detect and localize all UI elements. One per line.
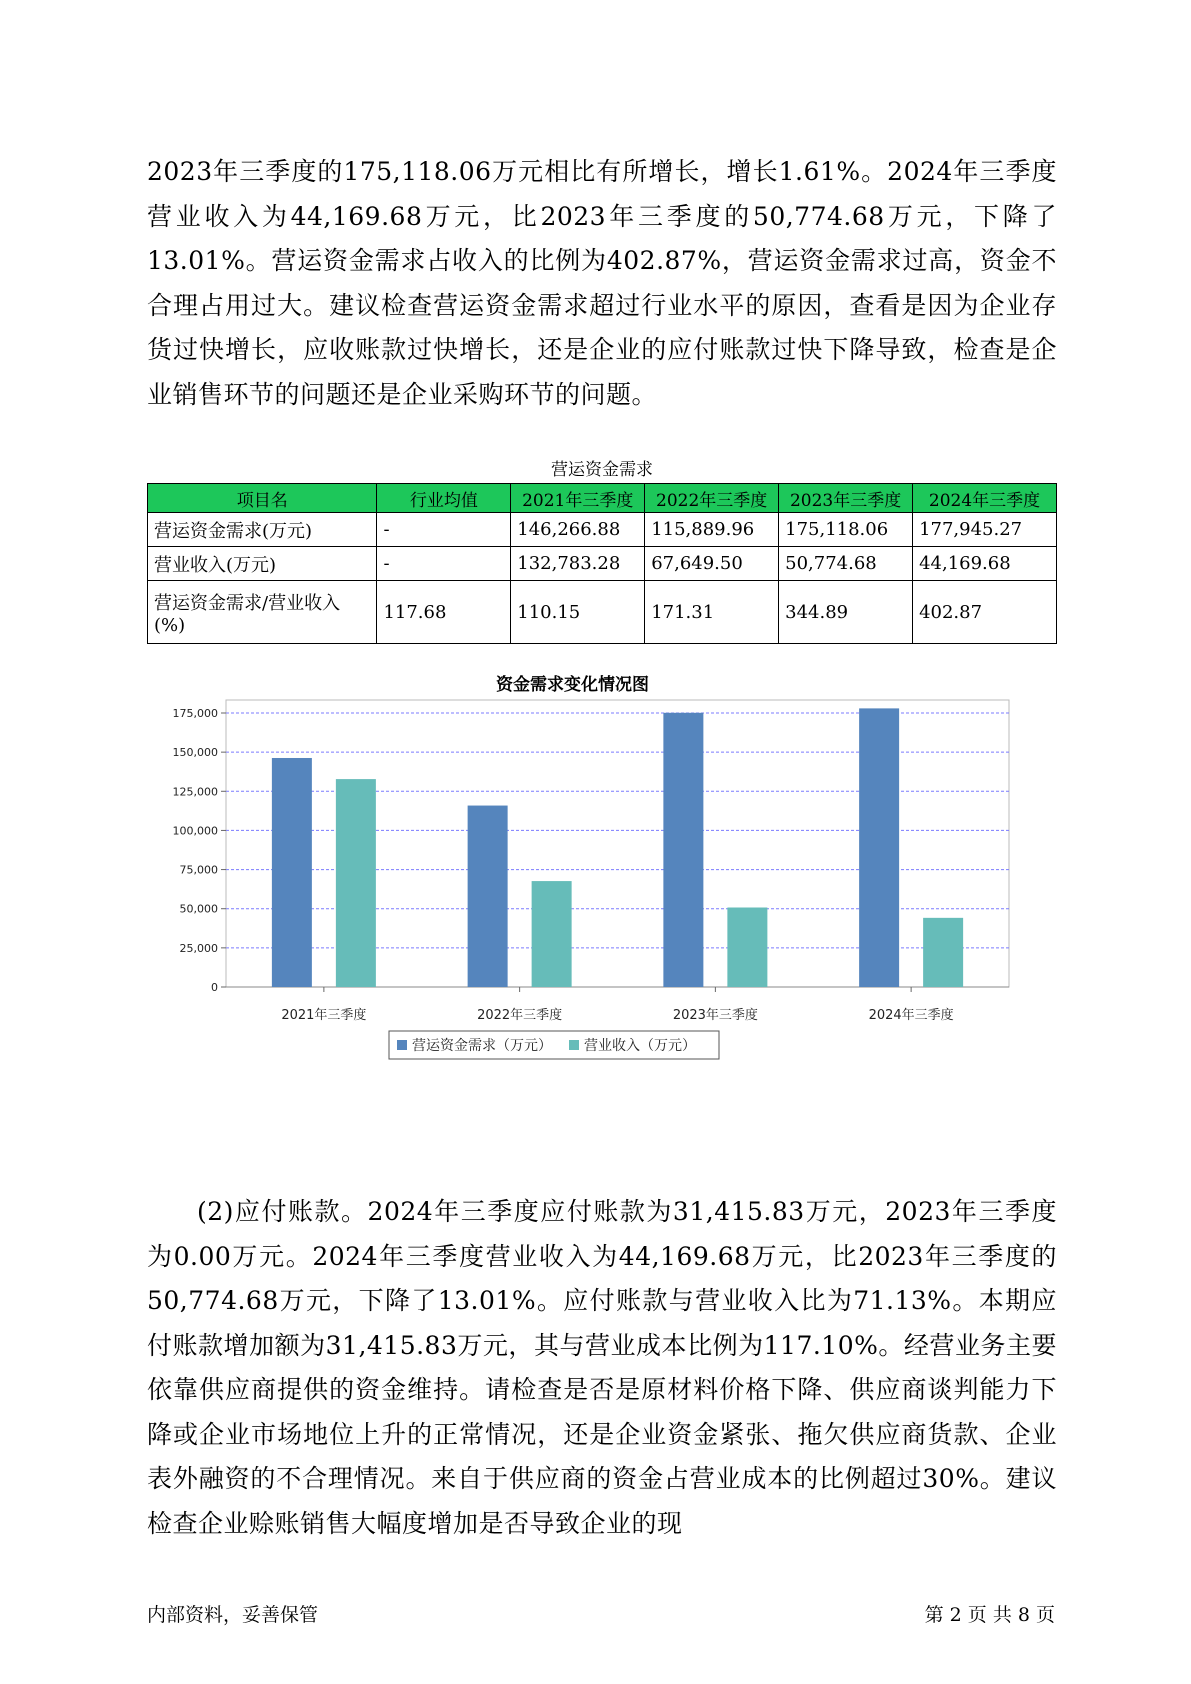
x-tick-label: 2021年三季度 [281, 1008, 367, 1023]
table-cell: - [377, 513, 511, 547]
x-tick-label: 2022年三季度 [477, 1008, 563, 1023]
header-cell: 行业均值 [377, 484, 511, 513]
table-cell: 402.87 [913, 581, 1057, 644]
chart-canvas [147, 675, 1057, 1160]
bar [663, 713, 703, 987]
table-cell: 132,783.28 [511, 547, 645, 581]
bar [727, 908, 767, 987]
body-paragraph: 2023年三季度的175,118.06万元相比有所增长，增长1.61%。2024年三季度营业收入为44,169.68万元，比2023年三季度的50,774.68万元，下降了13.01%。营运资金需求占收入的比例为402.87%，营运资金需求过高，资金不合理占用过大。建议检查营运资金需求超过行业水平的原因，查看是因为企业存货过快增长，应收账款过快增长，还是企业的应付账款过快下降导致，检查是企业销售环节的问题还是企业采购环节的问题。 [147, 157, 1057, 409]
header-cell: 2021年三季度 [511, 484, 645, 513]
table-cell: 344.89 [779, 581, 913, 644]
x-tick-label: 2023年三季度 [672, 1008, 758, 1023]
legend-label: 营运资金需求（万元） [412, 1038, 552, 1054]
header-cell: 项目名 [148, 484, 377, 513]
table-cell: 115,889.96 [645, 513, 779, 547]
x-tick-label: 2024年三季度 [868, 1008, 954, 1023]
table-cell: 146,266.88 [511, 513, 645, 547]
body-paragraph: (2)应付账款。2024年三季度应付账款为31,415.83万元，2023年三季度为0.00万元。2024年三季度营业收入为44,169.68万元，比2023年三季度的50,774.68万元，下降了13.01%。应付账款与营业收入比为71.13%。本期应付账款增加额为31,415.83万元，其与营业成本比例为117.10%。经营业务主要依靠供应商提供的资金维持。请检查是否是原材料价格下降、供应商谈判能力下降或企业市场地位上升的正常情况，还是企业资金紧张、拖欠供应商货款、企业表外融资的不合理情况。来自于供应商的资金占营业成本的比例超过30%。建议检查企业赊账销售大幅度增加是否导致企业的现 [147, 1197, 1057, 1538]
table-cell: 177,945.27 [913, 513, 1057, 547]
table-cell: 50,774.68 [779, 547, 913, 581]
table-cell: 营运资金需求(万元) [148, 513, 377, 547]
table-row [148, 547, 1057, 581]
header-cell: 2023年三季度 [779, 484, 913, 513]
bar [532, 881, 572, 987]
legend-label: 营业收入（万元） [584, 1038, 696, 1054]
table-cell: 营运资金需求/营业收入(%) [148, 581, 377, 644]
y-tick-label: 175,000 [172, 707, 218, 720]
y-tick-label: 0 [211, 981, 218, 994]
table-row [148, 581, 1057, 644]
y-tick-label: 50,000 [179, 902, 218, 916]
bar [923, 918, 963, 987]
bar-chart [147, 675, 1057, 1160]
table-row [148, 513, 1057, 547]
table-caption: 营运资金需求 [551, 460, 653, 480]
y-tick-label: 25,000 [179, 941, 218, 955]
table-cell: 175,118.06 [779, 513, 913, 547]
table-cell: 67,649.50 [645, 547, 779, 581]
legend-swatch [569, 1040, 579, 1050]
table-cell: - [377, 547, 511, 581]
chart-title: 资金需求变化情况图 [496, 675, 649, 695]
header-cell: 2024年三季度 [913, 484, 1057, 513]
bar [859, 708, 899, 987]
y-tick-label: 100,000 [172, 824, 218, 838]
table-header-row [148, 484, 1057, 513]
footer-page-number: 第 2 页 共 8 页 [924, 1604, 1055, 1626]
header-cell: 2022年三季度 [645, 484, 779, 513]
y-tick-label: 75,000 [179, 863, 218, 877]
working-capital-table [147, 483, 1057, 644]
bar [272, 758, 312, 987]
table-cell: 营业收入(万元) [148, 547, 377, 581]
y-tick-label: 125,000 [172, 785, 218, 799]
bar [336, 779, 376, 987]
legend-swatch [397, 1040, 407, 1050]
bar [468, 806, 508, 987]
table-cell: 171.31 [645, 581, 779, 644]
footer-confidential-note: 内部资料，妥善保管 [147, 1604, 319, 1626]
y-tick-label: 150,000 [172, 746, 218, 760]
table-cell: 44,169.68 [913, 547, 1057, 581]
table-cell: 117.68 [377, 581, 511, 644]
table-cell: 110.15 [511, 581, 645, 644]
